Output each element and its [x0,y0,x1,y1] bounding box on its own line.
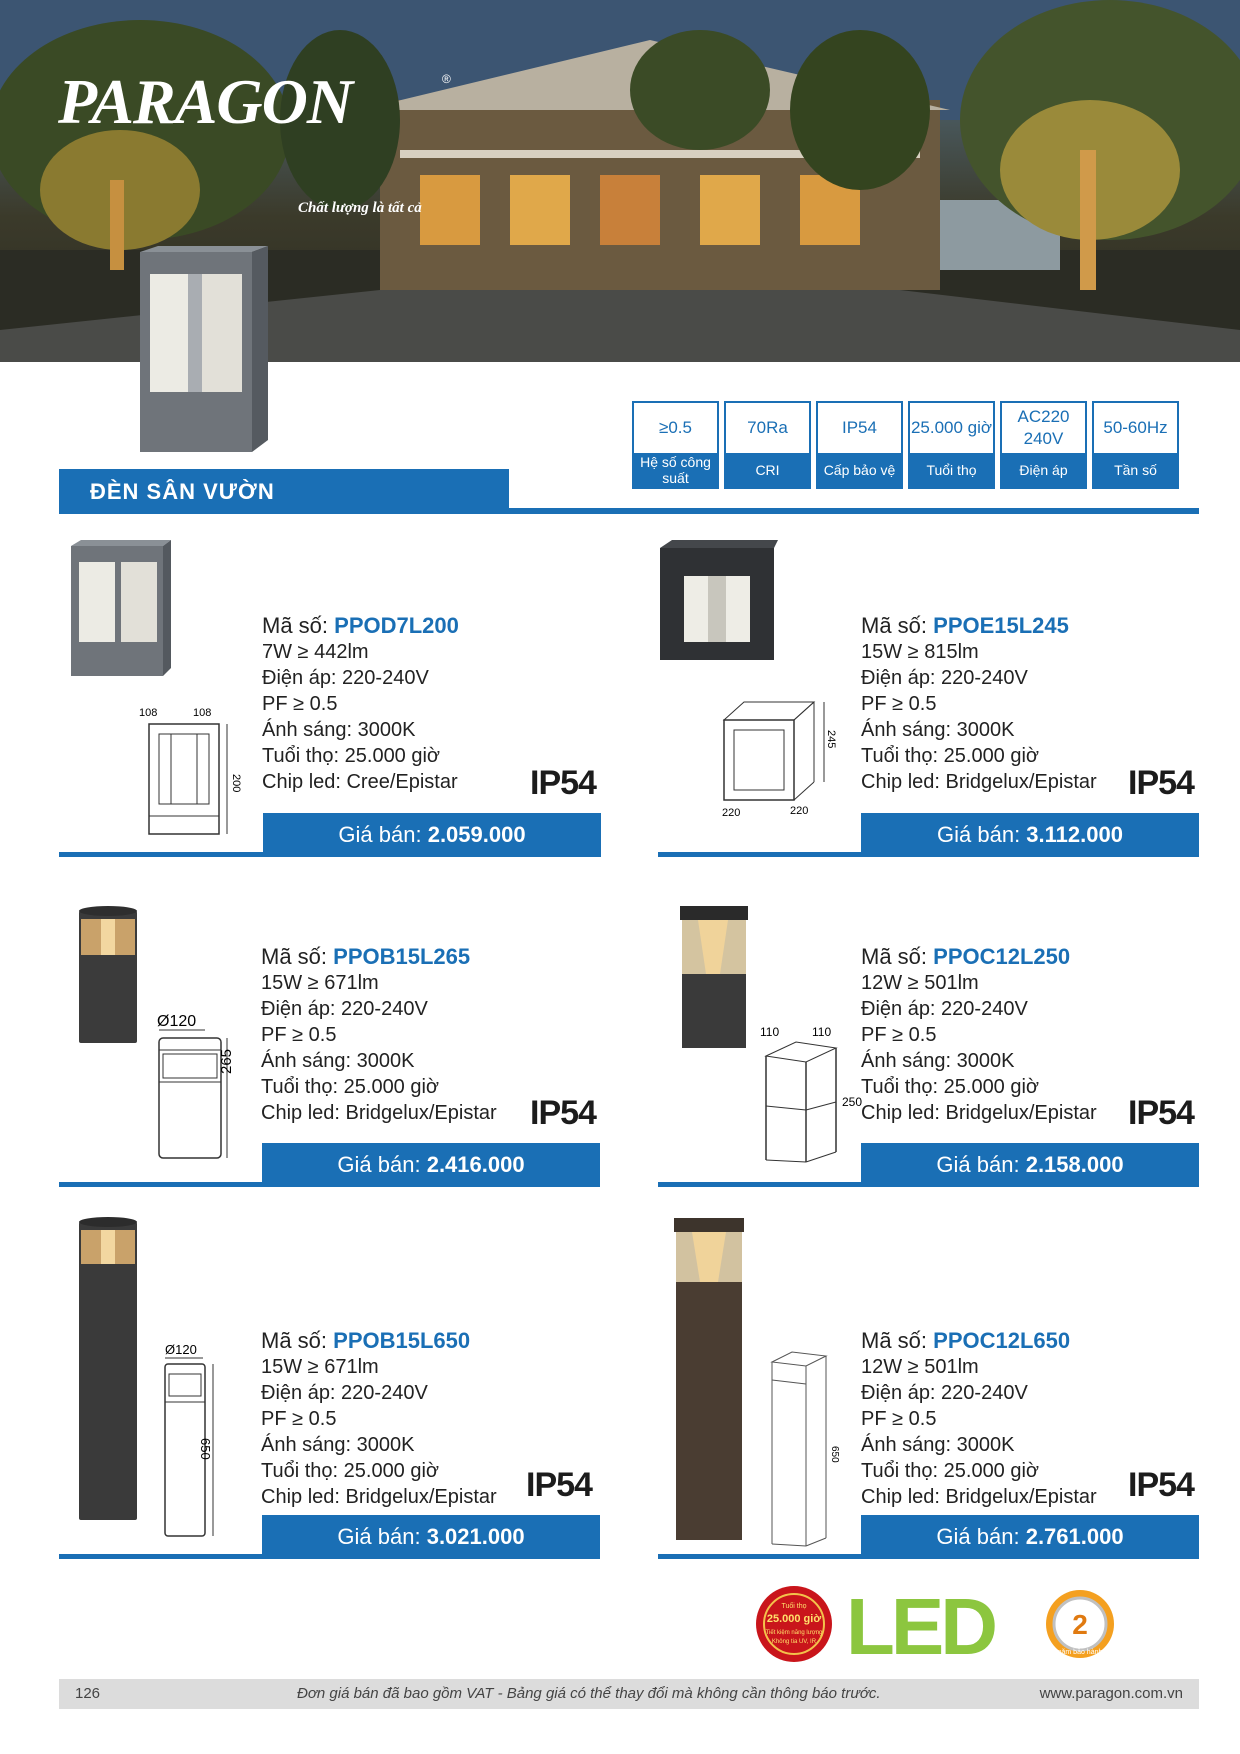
dimension-drawing [155,1012,255,1162]
voltage: Điện áp: 220-240V [261,1382,428,1404]
power: 15W ≥ 815lm [861,641,979,663]
dimension-drawing [137,704,247,844]
code-value: PPOB15L265 [333,944,471,969]
paragon-logo [58,66,451,216]
power-factor: PF ≥ 0.5 [261,1408,337,1430]
power: 15W ≥ 671lm [261,972,379,994]
section-divider [59,508,1199,514]
life-line1: Tuổi thọ [781,1603,807,1610]
lifetime: Tuổi thọ: 25.000 giờ [262,745,441,767]
price-underline [59,852,599,857]
product-card-ppoc12l650 [658,1210,1198,1560]
warranty-value: 2 [1072,1609,1088,1640]
voltage: Điện áp: 220-240V [861,667,1028,689]
website-link[interactable]: www.paragon.com.vn [1039,1685,1183,1702]
price-underline [658,1182,1198,1187]
dim-height: 650 [198,1438,213,1460]
life-value: 25.000 giờ [766,1613,822,1625]
spec-lifetime [908,401,995,489]
product-info [262,613,459,795]
lifetime: Tuổi thọ: 25.000 giờ [861,1076,1040,1098]
price-underline [59,1182,599,1187]
price-underline [658,1554,1198,1559]
registered-mark: ® [442,72,451,86]
price-box [861,813,1199,857]
ip-rating: IP54 [1128,764,1194,802]
product-photo [67,540,177,680]
spec-label: Cấp bảo vệ [818,453,901,487]
product-photo [658,540,788,665]
price-value: 2.761.000 [1025,1524,1124,1549]
spec-label: Tần số [1094,453,1177,487]
dimension-drawing [760,1026,870,1166]
product-info [861,1328,1097,1510]
price-box [262,1515,600,1559]
product-code [861,944,1097,970]
slogan: Chất lượng là tất cả [298,200,422,216]
price-underline [658,852,1198,857]
product-card-ppoe15l245 [658,540,1198,880]
product-info [861,944,1097,1126]
product-card-ppob15l650 [59,1210,599,1560]
code-label: Mã số: [262,613,335,638]
dim-height: 200 [230,774,242,793]
spec-ip-rating [816,401,903,489]
section-title: ĐÈN SÂN VƯỜN [59,469,509,511]
dim-height: 265 [218,1048,235,1074]
product-photo [678,904,758,1054]
code-value: PPOD7L200 [334,613,459,638]
price-label: Giá bán: [936,1524,1026,1549]
dim-width: 110 [760,1026,780,1039]
power-factor: PF ≥ 0.5 [861,1024,937,1046]
life-line2: Tiết kiệm năng lượng [765,1630,823,1636]
code-value: PPOC12L250 [933,944,1071,969]
price-value: 2.158.000 [1025,1152,1124,1177]
product-info [261,944,497,1126]
product-code [861,613,1097,639]
price-value: 3.021.000 [426,1524,525,1549]
code-value: PPOB15L650 [333,1328,471,1353]
dim-height: 245 [825,730,837,749]
lifetime: Tuổi thọ: 25.000 giờ [861,745,1040,767]
spec-frequency [1092,401,1179,489]
dim-height: 650 [829,1446,840,1463]
product-photo [77,903,147,1048]
price-box [262,1143,600,1187]
product-card-ppod7l200 [59,540,599,880]
light-color: Ánh sáng: 3000K [861,719,1015,741]
product-photo [672,1218,752,1548]
product-info [261,1328,497,1510]
code-label: Mã số: [261,944,334,969]
chip: Chip led: Cree/Epistar [262,771,458,793]
product-code [261,944,497,970]
spec-value: 50-60Hz [1103,418,1168,437]
price-underline [59,1554,599,1559]
voltage: Điện áp: 220-240V [261,998,428,1020]
spec-value: AC220 240V [1017,407,1070,448]
lifetime: Tuổi thọ: 25.000 giờ [261,1076,440,1098]
ip-rating: IP54 [1128,1094,1194,1132]
life-line3: Không tia UV, IR [771,1639,817,1645]
product-code [861,1328,1097,1354]
ip-rating: IP54 [526,1466,592,1504]
code-label: Mã số: [861,613,934,638]
price-value: 3.112.000 [1026,822,1123,847]
product-card-ppoc12l250 [658,900,1198,1240]
page-number: 126 [75,1685,101,1702]
dim-depth: 110 [812,1026,832,1039]
power-factor: PF ≥ 0.5 [261,1024,337,1046]
code-label: Mã số: [261,1328,334,1353]
spec-voltage [1000,401,1087,489]
spec-cri [724,401,811,489]
chip: Chip led: Bridgelux/Epistar [861,1486,1097,1508]
spec-value: ≥0.5 [659,418,692,437]
ip-rating: IP54 [530,1094,596,1132]
code-label: Mã số: [861,1328,934,1353]
light-color: Ánh sáng: 3000K [261,1434,415,1456]
spec-label: Điện áp [1002,453,1085,487]
spec-badges [632,401,1179,489]
lifetime: Tuổi thọ: 25.000 giờ [261,1460,440,1482]
dimension-drawing [714,690,844,820]
warranty-label: năm bảo hành [1057,1649,1103,1656]
product-code [261,1328,497,1354]
voltage: Điện áp: 220-240V [861,1382,1028,1404]
price-value: 2.059.000 [427,822,526,847]
dim-diameter: Ø120 [157,1013,197,1030]
product-code [262,613,459,639]
lifetime-seal-icon [756,1586,832,1662]
spec-label: Tuổi thọ [910,453,993,487]
spec-value: 70Ra [747,418,788,437]
power: 15W ≥ 671lm [261,1356,379,1378]
price-label: Giá bán: [338,822,428,847]
voltage: Điện áp: 220-240V [861,998,1028,1020]
light-color: Ánh sáng: 3000K [861,1434,1015,1456]
voltage: Điện áp: 220-240V [262,667,429,689]
footer [59,1679,1199,1709]
dimension-drawing [159,1342,249,1542]
power-factor: PF ≥ 0.5 [262,693,338,715]
chip: Chip led: Bridgelux/Epistar [261,1486,497,1508]
spec-label: Hệ số công suất [634,453,717,487]
light-color: Ánh sáng: 3000K [861,1050,1015,1072]
chip: Chip led: Bridgelux/Epistar [261,1102,497,1124]
power: 12W ≥ 501lm [861,1356,979,1378]
warranty-seal-icon [1046,1590,1114,1658]
power-factor: PF ≥ 0.5 [861,1408,937,1430]
price-label: Giá bán: [337,1524,427,1549]
dim-height: 250 [842,1095,863,1109]
price-label: Giá bán: [936,1152,1026,1177]
dimension-drawing [768,1336,858,1556]
power-factor: PF ≥ 0.5 [861,693,937,715]
lifetime: Tuổi thọ: 25.000 giờ [861,1460,1040,1482]
logo-text: PARAGON [58,66,353,137]
dim-diameter: Ø120 [165,1342,197,1357]
price-label: Giá bán: [337,1152,427,1177]
price-note: Đơn giá bán đã bao gồm VAT - Bảng giá có thể thay đổi mà không cần thông báo trước. [297,1685,881,1702]
spec-label: CRI [726,453,809,487]
ip-rating: IP54 [1128,1466,1194,1504]
spec-value: 25.000 giờ [910,418,993,437]
product-card-ppob15l265 [59,900,599,1240]
dim-width: 108 [139,707,158,719]
ip-rating: IP54 [530,764,596,802]
price-box [861,1143,1199,1187]
led-logo: LED [846,1584,994,1664]
hero-lamp-photo [128,246,268,456]
code-value: PPOE15L245 [933,613,1069,638]
code-label: Mã số: [861,944,934,969]
price-box [263,813,601,857]
power: 7W ≥ 442lm [262,641,369,663]
price-label: Giá bán: [937,822,1027,847]
spec-value: IP54 [842,418,877,437]
chip: Chip led: Bridgelux/Epistar [861,1102,1097,1124]
code-value: PPOC12L650 [933,1328,1071,1353]
light-color: Ánh sáng: 3000K [261,1050,415,1072]
spec-power-factor [632,401,719,489]
chip: Chip led: Bridgelux/Epistar [861,771,1097,793]
power: 12W ≥ 501lm [861,972,979,994]
product-photo [77,1216,147,1526]
feature-badges [750,1584,1150,1664]
price-value: 2.416.000 [426,1152,525,1177]
dim-depth: 220 [790,805,809,817]
dim-depth: 108 [193,707,212,719]
dim-width: 220 [722,807,741,819]
light-color: Ánh sáng: 3000K [262,719,416,741]
price-box [861,1515,1199,1559]
product-info [861,613,1097,795]
